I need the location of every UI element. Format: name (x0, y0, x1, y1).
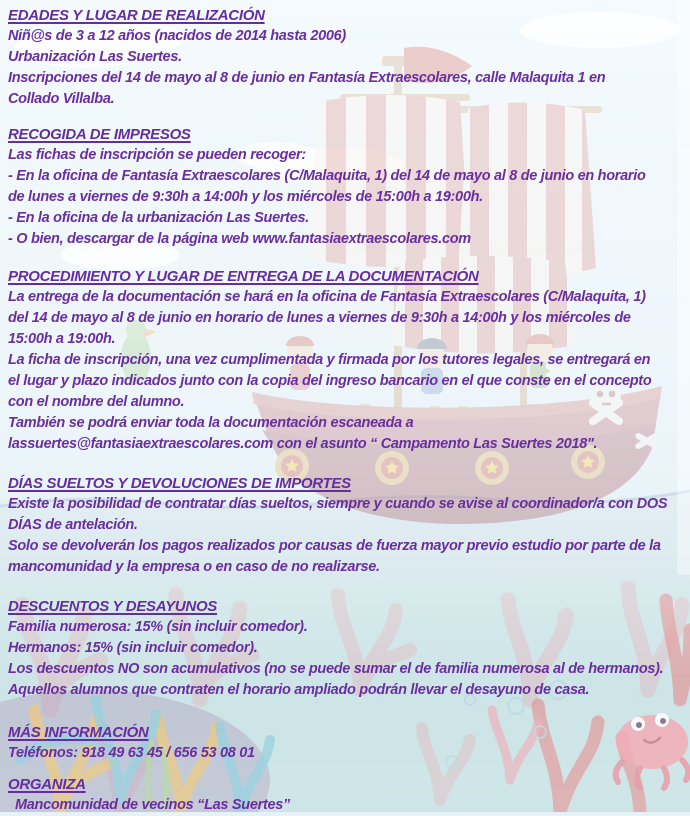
text-line: La ficha de inscripción, una vez cumplimentada y firmada por los tutores legales, se entregará en (8, 352, 651, 368)
text-line: Solo se devolverán los pagos realizados por causas de fuerza mayor previo estudio por parte de la (8, 538, 661, 554)
section-procedimiento (8, 266, 682, 455)
text-line: del 14 de mayo al 8 de junio en horario de lunes a viernes de 9:30h a 14:00h y los miércoles de (8, 310, 631, 326)
section-edades (8, 5, 682, 110)
text-line: Niñ@s de 3 a 12 años (nacidos de 2014 hasta 2006) (8, 28, 346, 44)
section-heading-edades: EDADES Y LUGAR DE REALIZACIÓN (8, 7, 265, 24)
text-line: con el nombre del alumno. (8, 394, 185, 410)
section-dias-sueltos (8, 473, 682, 578)
text-line: - En la oficina de la urbanización Las Suertes. (8, 210, 309, 226)
section-heading-recogida: RECOGIDA DE IMPRESOS (8, 126, 191, 143)
text-line: Urbanización Las Suertes. (8, 49, 182, 65)
text-line: - En la oficina de Fantasía Extraescolares (C/Malaquita, 1) del 14 de mayo al 8 de junio en horario (8, 168, 646, 184)
text-line: Familia numerosa: 15% (sin incluir comedor). (8, 619, 308, 635)
section-heading-descuentos: DESCUENTOS Y DESAYUNOS (8, 598, 218, 615)
section-mas-informacion (8, 722, 682, 764)
text-line: Las fichas de inscripción se pueden recoger: (8, 147, 306, 163)
section-heading-dias-sueltos: DÍAS SUELTOS Y DEVOLUCIONES DE IMPORTES (8, 475, 351, 492)
text-line: 15:00h a 19:00h. (8, 331, 116, 347)
section-heading-mas-informacion: MÁS INFORMACIÓN (8, 724, 149, 741)
section-descuentos (8, 596, 682, 701)
organizer-line: Mancomunidad de vecinos “Las Suertes” (15, 797, 290, 813)
phone-numbers-line: Teléfonos: 918 49 63 45 / 656 53 08 01 (8, 745, 255, 761)
section-heading-organiza: ORGANIZA (8, 776, 86, 793)
text-line: mancomunidad y la empresa o en caso de no realizarse. (8, 559, 380, 575)
text-line: Inscripciones del 14 de mayo al 8 de junio en Fantasía Extraescolares, calle Malaquita 1 en (8, 70, 606, 86)
text-line: La entrega de la documentación se hará en la oficina de Fantasía Extraescolares (C/Malaquita, 1) (8, 289, 646, 305)
text-line: Collado Villalba. (8, 91, 115, 107)
section-heading-procedimiento: PROCEDIMIENTO Y LUGAR DE ENTREGA DE LA DOCUMENTACIÓN (8, 268, 479, 285)
section-recogida (8, 124, 682, 250)
text-line: También se podrá enviar toda la documentación escaneada a (8, 415, 414, 431)
text-line: Existe la posibilidad de contratar días sueltos, siempre y cuando se avise al coordinador/a con DOS (8, 496, 668, 512)
text-line: DÍAS de antelación. (8, 517, 138, 533)
text-line: Hermanos: 15% (sin incluir comedor). (8, 640, 258, 656)
text-line: el lugar y plazo indicados junto con la copia del ingreso bancario en el que conste en el concepto (8, 373, 652, 389)
text-line: Aquellos alumnos que contraten el horario ampliado podrán llevar el desayuno de casa. (8, 682, 590, 698)
text-line: de lunes a viernes de 9:30h a 14:00h y los miércoles de 15:00h a 19:00h. (8, 189, 483, 205)
text-line email-text: lassuertes@fantasiaextraescolares.com con el asunto “ Campamento Las Suertes 2018". (8, 436, 598, 452)
text-line website-text: - O bien, descargar de la página web www.fantasiaextraescolares.com (8, 231, 471, 247)
section-organiza (8, 774, 682, 816)
text-line: Los descuentos NO son acumulativos (no se puede sumar el de familia numerosa al de hermanos). (8, 661, 664, 677)
